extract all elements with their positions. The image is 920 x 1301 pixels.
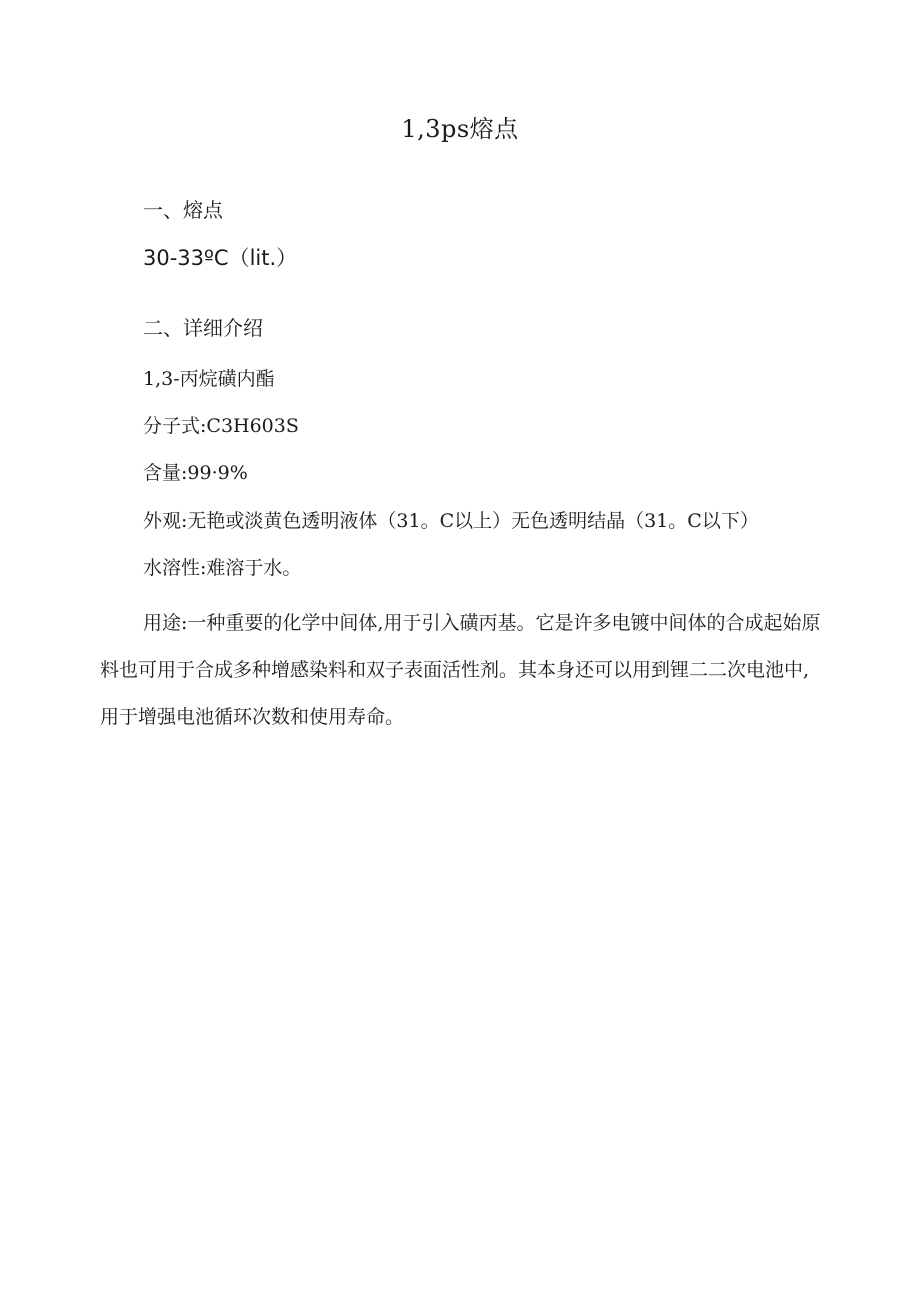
melting-point-value: 30-33ºC（lit.）	[143, 246, 298, 270]
page-title: 1,3ps熔点	[401, 115, 519, 143]
water-solubility: 水溶性:难溶于水。	[143, 557, 302, 579]
appearance: 外观:无艳或淡黄色透明液体（31。C以上）无色透明结晶（31。C以下）	[143, 510, 759, 532]
molecular-formula: 分子式:C3H603S	[143, 415, 299, 437]
section-heading-details: 二、详细介绍	[143, 316, 263, 340]
usage-paragraph: 用途:一种重要的化学中间体,用于引入磺丙基。它是许多电镀中间体的合成起始原料也可用于合成多种增感染料和双子表面活性剂。其本身还可以用到锂二二次电池中,用于增强电池循环次数和使用寿命。	[100, 612, 821, 728]
chemical-name: 1,3-丙烷磺内酯	[143, 368, 275, 390]
section-heading-melting-point: 一、熔点	[143, 198, 223, 222]
content-purity: 含量:99·9%	[143, 462, 248, 484]
